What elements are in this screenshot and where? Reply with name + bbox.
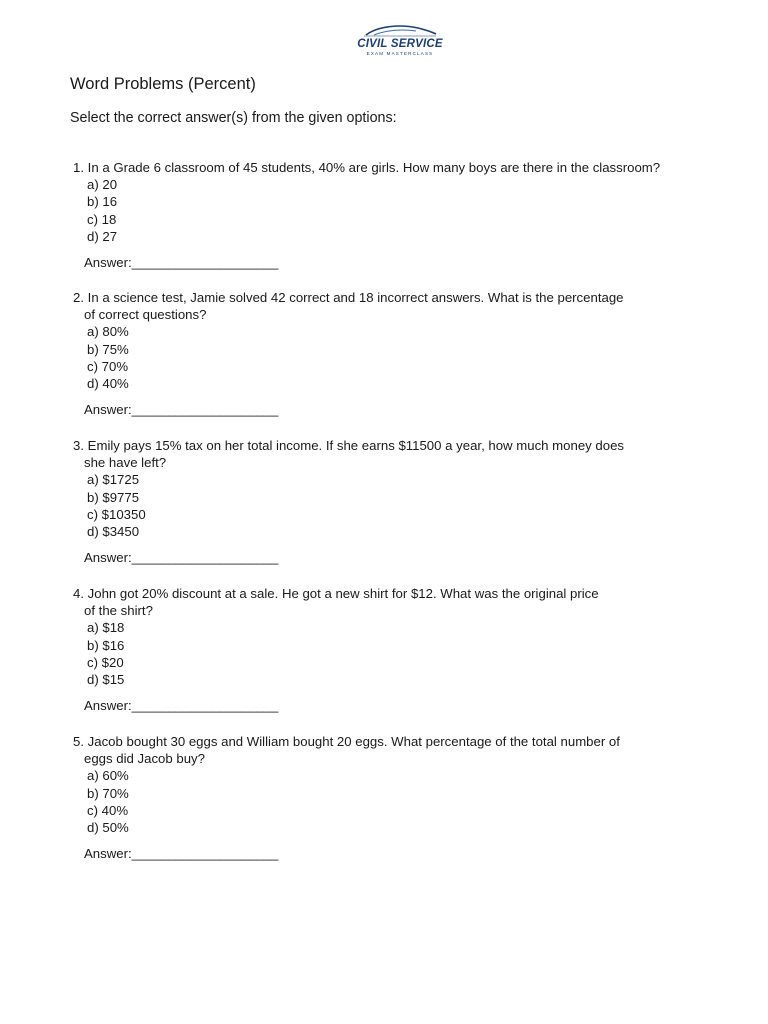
option-c: c) $10350 — [87, 506, 146, 522]
question-text-continued: of the shirt? — [84, 603, 153, 619]
option-b: b) 16 — [87, 194, 118, 210]
question-4 — [73, 585, 599, 714]
option-c: c) 70% — [87, 358, 129, 374]
option-b: b) 70% — [87, 785, 129, 801]
answer-line[interactable]: Answer:____________________ — [84, 698, 279, 714]
question-text-continued: she have left? — [84, 455, 167, 471]
option-c: c) 18 — [87, 211, 117, 227]
option-d: d) $3450 — [87, 524, 140, 540]
logo-subtext: EXAM MASTERCLASS — [366, 51, 434, 56]
option-d: d) 50% — [87, 820, 129, 836]
answer-line[interactable]: Answer:____________________ — [84, 402, 279, 418]
question-text-continued: eggs did Jacob buy? — [84, 751, 205, 767]
question-text: 1. In a Grade 6 classroom of 45 students, 40% are girls. How many boys are there in the classroom? — [73, 160, 661, 175]
answer-line[interactable]: Answer:____________________ — [84, 550, 279, 566]
option-d: d) $15 — [87, 672, 125, 688]
option-a: a) $1725 — [87, 472, 140, 488]
question-text: 4. John got 20% discount at a sale. He got a new shirt for $12. What was the original price — [73, 586, 599, 601]
question-text: 3. Emily pays 15% tax on her total income. If she earns $11500 a year, how much money does — [73, 438, 625, 453]
option-d: d) 40% — [87, 376, 129, 392]
page-title: Word Problems (Percent) — [70, 75, 256, 93]
question-2 — [73, 289, 624, 418]
option-a: a) 60% — [87, 768, 129, 784]
answer-line[interactable]: Answer:____________________ — [84, 255, 279, 271]
civil-service-logo — [352, 24, 448, 60]
answer-line[interactable]: Answer:____________________ — [84, 846, 279, 862]
question-5 — [73, 733, 620, 862]
car-swoosh-icon — [360, 24, 440, 38]
logo-text: CIVIL SERVICE — [357, 38, 443, 50]
option-b: b) $9775 — [87, 489, 140, 505]
option-c: c) $20 — [87, 654, 124, 670]
question-1 — [73, 159, 660, 271]
option-a: a) 20 — [87, 177, 118, 193]
option-b: b) 75% — [87, 341, 129, 357]
question-3 — [73, 437, 624, 566]
question-text: 2. In a science test, Jamie solved 42 correct and 18 incorrect answers. What is the percentage — [73, 290, 624, 305]
instruction-text: Select the correct answer(s) from the given options: — [70, 110, 397, 126]
option-c: c) 40% — [87, 802, 129, 818]
option-b: b) $16 — [87, 637, 125, 653]
option-d: d) 27 — [87, 228, 118, 244]
option-a: a) $18 — [87, 620, 125, 636]
option-a: a) 80% — [87, 324, 129, 340]
question-text-continued: of correct questions? — [84, 307, 207, 323]
question-text: 5. Jacob bought 30 eggs and William bought 20 eggs. What percentage of the total number of — [73, 734, 620, 749]
